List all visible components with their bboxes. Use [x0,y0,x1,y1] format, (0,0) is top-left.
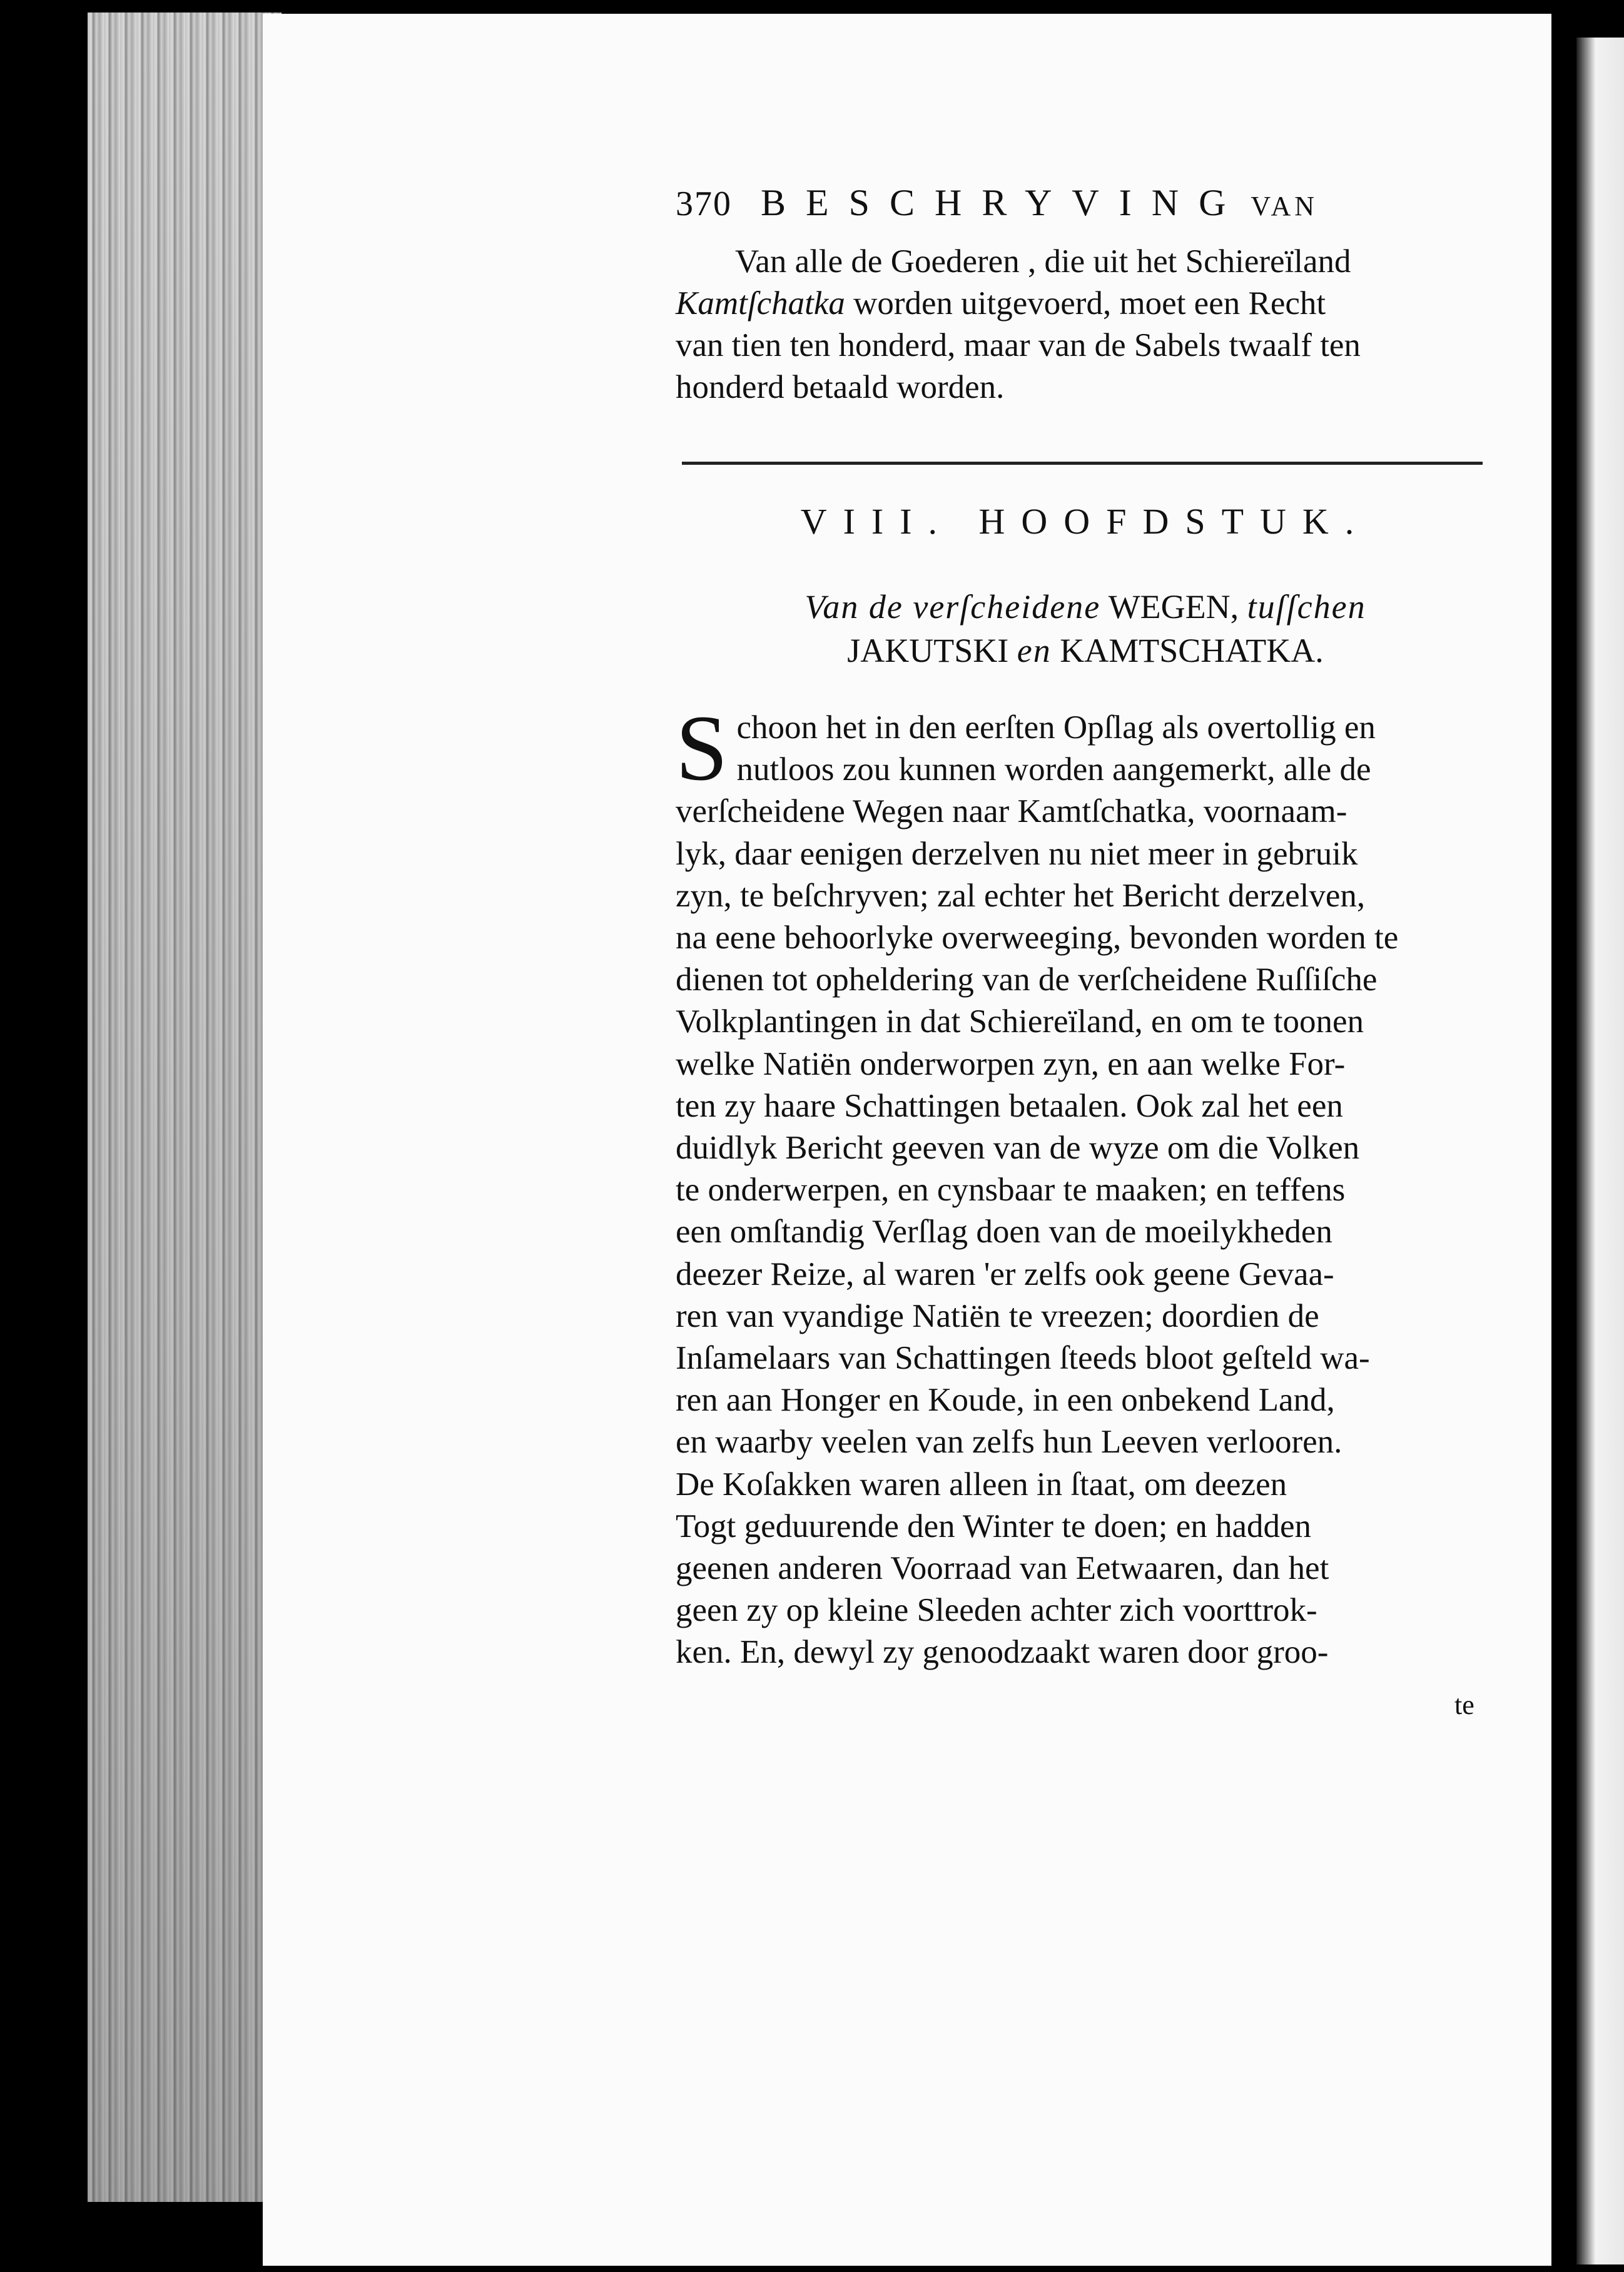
chapter-subtitle-line-1 [676,585,1495,629]
body-line: zyn, te beſchryven; zal echter het Bericht derzelven, [676,877,1366,914]
body-line: en waarby veelen van zelfs hun Leeven verlooren. [676,1424,1342,1461]
intro-line-1: Van alle de Goederen , die uit het Schiereïland [735,243,1351,280]
page-number: 370 [676,185,732,223]
body-line: Volkplantingen in dat Schiereïland, en om te toonen [676,1003,1364,1040]
subtitle-italic-3: en [1017,632,1052,669]
body-line: te onderwerpen, en cynsbaar te maaken; en teffens [676,1172,1346,1209]
section-divider-rule [682,462,1483,465]
body-line: lyk, daar eenigen derzelven nu niet meer in gebruik [676,835,1358,872]
chapter-heading: VIII. HOOFDSTUK. [800,501,1371,542]
subtitle-caps-1: WEGEN [1108,588,1231,626]
facing-page-edge [1576,38,1624,2264]
intro-italic-place: Kamtſchatka [676,285,845,322]
body-line: ren van vyandige Natiën te vreezen; doordien de [676,1297,1319,1334]
subtitle-italic-2: tuſſchen [1247,588,1366,626]
body-line: ren aan Honger en Koude, in een onbekend Land, [676,1382,1335,1419]
body-line: een omſtandig Verſlag doen van de moeilykheden [676,1214,1332,1250]
body-line: ten zy haare Schattingen betaalen. Ook zal het een [676,1087,1343,1124]
body-line: welke Natiën onderworpen zyn, en aan welke For- [676,1045,1346,1082]
body-paragraph [676,696,1495,1674]
subtitle-caps-2: JAKUTSKI [847,632,1009,669]
intro-line-3: van tien ten honderd, maar van de Sabels twaalf ten [676,327,1361,363]
body-line: nutloos zou kunnen worden aangemerkt, alle de [736,751,1371,788]
drop-cap: S [676,696,728,800]
intro-line-2 [676,283,1495,325]
subtitle-caps-3: KAMTSCHATKA. [1060,632,1324,669]
body-line: ken. En, dewyl zy genoodzaakt waren door groo- [676,1634,1329,1671]
body-line: choon het in den eerſten Opſlag als overtollig en [736,709,1376,746]
body-line: na eene behoorlyke overweeging, bevonden worden te [676,920,1399,956]
chapter-subtitle [676,585,1495,672]
chapter-subtitle-line-2 [676,629,1495,672]
subtitle-separator: , [1230,588,1239,626]
intro-paragraph [676,241,1495,408]
running-title: BESCHRYVING [761,182,1246,223]
body-line: verſcheidene Wegen naar Kamtſchatka, voornaam- [676,793,1347,830]
subtitle-italic-1: Van de verſcheidene [804,588,1101,626]
body-line: Togt geduurende den Winter te doen; en hadden [676,1508,1312,1544]
running-title-suffix: VAN [1251,191,1319,221]
body-line: geenen anderen Voorraad van Eetwaaren, dan het [676,1550,1329,1587]
catchword: te [1454,1690,1474,1720]
intro-line-2-rest: worden uitgevoerd, moet een Recht [845,285,1326,322]
body-line: duidlyk Bericht geeven van de wyze om die Volken [676,1130,1360,1167]
body-line: deezer Reize, al waren 'er zelfs ook geene Gevaa- [676,1255,1334,1292]
body-line: dienen tot opheldering van de verſcheidene Ruſſiſche [676,961,1378,998]
intro-line-4: honderd betaald worden. [676,369,1005,405]
body-line: Inſamelaars van Schattingen ſteeds bloot geſteld wa- [676,1340,1370,1377]
running-head [676,181,1401,231]
book-page-edges [88,13,282,2202]
body-line: geen zy op kleine Sleeden achter zich voorttrok- [676,1592,1317,1629]
body-line: De Koſakken waren alleen in ſtaat, om deezen [676,1466,1287,1503]
